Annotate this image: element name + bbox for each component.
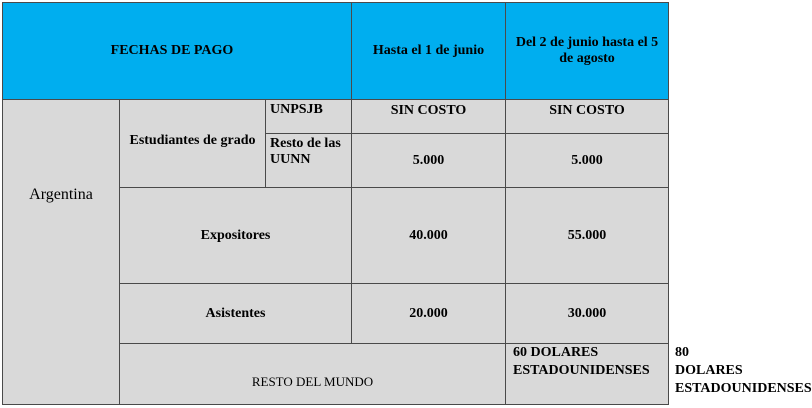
region-argentina: Argentina	[3, 100, 120, 405]
subcategory-resto-uunn: Resto de las UUNN	[266, 134, 352, 188]
category-estudiantes-de-grado: Estudiantes de grado	[120, 100, 266, 188]
header-period-1: Hasta el 1 de junio	[352, 3, 506, 100]
table-row: RESTO DEL MUNDO 60 DOLARES ESTADOUNIDENSES 80 DOLARES ESTADOUNIDENSES	[3, 344, 669, 405]
header-fechas-de-pago: FECHAS DE PAGO	[3, 3, 352, 100]
price-resto-uunn-period-1: 5.000	[352, 134, 506, 188]
price-asistentes-period-2: 30.000	[506, 284, 669, 344]
category-asistentes: Asistentes	[120, 284, 352, 344]
price-asistentes-period-1: 20.000	[352, 284, 506, 344]
price-resto-uunn-period-2: 5.000	[506, 134, 669, 188]
subcategory-unpsjb: UNPSJB	[266, 100, 352, 134]
category-expositores: Expositores	[120, 188, 352, 284]
price-unpsjb-period-2: SIN COSTO	[506, 100, 669, 134]
payment-dates-table	[2, 2, 812, 405]
price-unpsjb-period-1: SIN COSTO	[352, 100, 506, 134]
region-resto-del-mundo: RESTO DEL MUNDO	[120, 344, 506, 405]
table-row	[3, 100, 669, 134]
header-row	[3, 3, 669, 100]
price-expositores-period-2: 55.000	[506, 188, 669, 284]
price-resto-del-mundo-period-1: 60 DOLARES ESTADOUNIDENSES	[506, 344, 669, 405]
header-period-2: Del 2 de junio hasta el 5 de agosto	[506, 3, 669, 100]
price-expositores-period-1: 40.000	[352, 188, 506, 284]
